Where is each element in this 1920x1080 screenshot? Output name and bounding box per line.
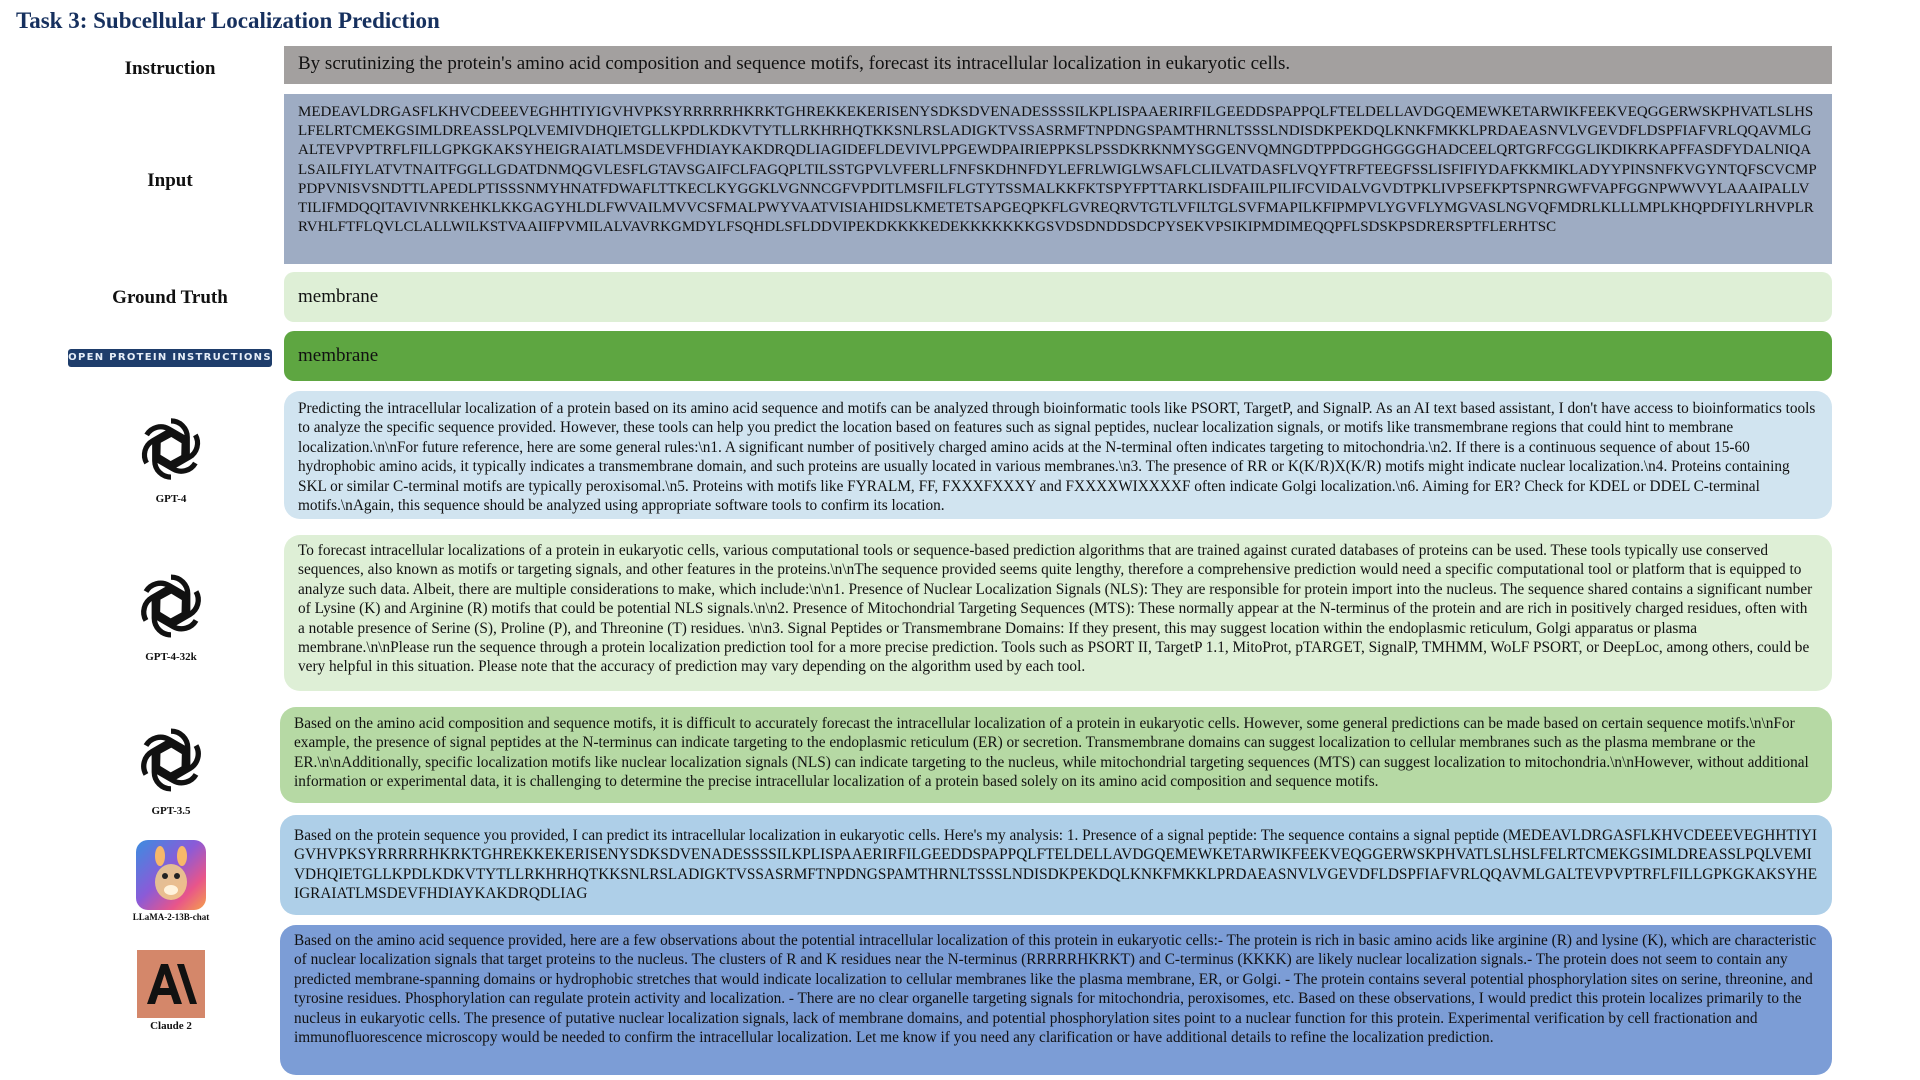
- gpt4-32k-logo: [126, 568, 216, 663]
- llama-logo: [126, 840, 216, 922]
- instruction-label: Instruction: [124, 58, 216, 79]
- llama-caption: LLaMA-2-13B-chat: [132, 912, 210, 922]
- openai-logo-icon: [133, 722, 209, 798]
- claude-caption: Claude 2: [150, 1020, 192, 1032]
- gpt4-32k-answer-box: To forecast intracellular localizations of a protein in eukaryotic cells, various computational tools or sequence-based prediction algorithms that are trained against curated databases of proteins can be used. These tools typically use conserved sequences, also known as motifs or targeting signals, and other features in the proteins.\n\nThe sequence provided seems quite lengthy, therefore a comprehensive prediction would need a specific computational tool or platform that is equipped to analyze such data. Albeit, there are multiple considerations to make, which include:\n\n1. Presence of Nuclear Localization Signals (NLS): They are responsible for protein import into the nucleus. The sequence shared contains a significant number of Lysine (K) and Arginine (R) motifs that could be potential NLS signals.\n\n2. Presence of Mitochondrial Targeting Sequences (MTS): These normally appear at the N-terminus of the protein and are rich in positively charged residues, often with a notable presence of Serine (S), Proline (P), and Threonine (T) residues. \n\n3. Signal Peptides or Transmembrane Domains: If they present, this may suggest location within the endoplasmic reticulum, Golgi apparatus or plasma membrane.\n\nPlease run the sequence through a protein localization prediction tool for a more precise prediction. Tools such as PSORT II, TargetP 1.1, MitoProt, pTARGET, SignalP, TMHMM, WoLF PSORT, or DeepLoc, among others, could be very helpful in this situation. Please note that the accuracy of prediction may vary depending on the algorithm used by each tool.: [284, 535, 1832, 691]
- gpt4-32k-caption: GPT-4-32k: [145, 651, 197, 663]
- opi-logo: OPEN PROTEIN INSTRUCTIONS: [68, 349, 272, 367]
- input-label: Input: [147, 170, 193, 191]
- openai-logo-icon: [134, 412, 208, 486]
- gpt4-caption: GPT-4: [155, 493, 187, 505]
- claude-logo: [126, 950, 216, 1032]
- gpt35-answer-box: Based on the amino acid composition and sequence motifs, it is difficult to accurately forecast the intracellular localization of a protein in eukaryotic cells. However, some general predictions can be made based on certain sequence motifs.\n\nFor example, the presence of signal peptides at the N-terminus can indicate targeting to the endoplasmic reticulum (ER) or secretion. Transmembrane domains can suggest localization to cellular membranes such as the plasma membrane or the ER.\n\nAdditionally, specific localization motifs like nuclear localization signals (NLS) can indicate targeting to the nucleus, while mitochondrial targeting sequences (MTS) can suggest localization to mitochondria.\n\nHowever, without additional information or experimental data, it is challenging to determine the precise intracellular localization of a protein based solely on its amino acid composition and sequence motifs.: [280, 707, 1832, 803]
- gpt4-answer-box: Predicting the intracellular localization of a protein based on its amino acid sequence and motifs can be analyzed through bioinformatic tools like PSORT, TargetP, and SignalP. As an AI text based assistant, I don't have access to bioinformatics tools to analyze the specific sequence provided. However, these tools can help you predict the location based on features such as signal peptides, nuclear localization signals, or motifs like transmembrane regions that could hint to membrane localization.\n\nFor future reference, here are some general rules:\n1. A significant number of positively charged amino acids at the N-terminal often indicates targeting to mitochondria.\n2. If there is a continuous sequence of about 15-60 hydrophobic amino acids, it typically indicates a transmembrane domain, and such proteins are usually located in various membranes.\n3. The presence of RR or K(K/R)X(K/R) motifs might indicate nuclear localization.\n4. Proteins containing SKL or similar C-terminal motifs are typically peroxisomal.\n5. Proteins with motifs like FYRALM, FF, FXXXFXXXY and FXXXXWIXXXXF often indicate Golgi localization.\n6. Aiming for ER? Check for KDEL or DDEL C-terminal motifs.\nAgain, this sequence should be analyzed using appropriate software tools to confirm its location.: [284, 391, 1832, 519]
- gpt4-logo: [126, 412, 216, 505]
- gpt35-caption: GPT-3.5: [151, 805, 191, 817]
- llama-answer-box: Based on the protein sequence you provided, I can predict its intracellular localization in eukaryotic cells. Here's my analysis: 1. Presence of a signal peptide: The sequence contains a signal peptide (MEDEAVLDRGASFLKHVCDEEEVEGHHTIYIGVHVPKSYRRRRRHKRKTGHREKKEKERISENYSDKSDVENADESSSSILKPLISPAAERIRFILGEEDDSPAPPQLFTELDELLAVDGQEMEWKETARWIKFEEKVEQGGERWSKPHVATLSLHSLFELRTCMEKGSIMLDREASSLPQLVEMIVDHQIETGLLKPDLKDKVTYTLLRKHRHQTKKSNLRSLADIGKTVSSASRMFTNPDNGSPAMTHRNLTSSSLNDISDKPEKDQLKNKFMKKLPRDAEASNVLVGEVDFLDSPFIAFVRLQQAVMLGALTEVPVPTRFLFILLGPKGKAKSYHEIGRAIATLMSDEVFHDIAYKAKDRQDLIAG: [280, 815, 1832, 915]
- llama-logo-icon: [136, 840, 206, 910]
- input-sequence-box: MEDEAVLDRGASFLKHVCDEEEVEGHHTIYIGVHVPKSYRRRRRHKRKTGHREKKEKERISENYSDKSDVENADESSSSILKPLISPAAERIRFILGEEDDSPAPPQLFTELDELLAVDGQEMEWKETARWIKFEEKVEQGGERWSKPHVATLSLHSLFELRTCMEKGSIMLDREASSLPQLVEMIVDHQIETGLLKPDLKDKVTYTLLRKHRHQTKKSNLRSLADIGKTVSSASRMFTNPDNGSPAMTHRNLTSSSLNDISDKPEKDQLKNKFMKKLPRDAEASNVLVGEVDFLDSPFIAFVRLQQAVMLGALTEVPVPTRFLFILLGPKGKAKSYHEIGRAIATLMSDEVFHDIAYKAKDRQDLIAGIDEFLDEVIVLPPGEWDPAIRIEPPKSLPSSDKRKNMYSGGENVQMNGDTPPDGGHGGGGHADCEELQRTGRFCGGLIKDIKRKAPFFASDFYDALNIQALSAILFIYLATVTNAITFGGLLGDATDNMQGVLESFLGTAVSGAIFCLFAGQPLTILSSTGPVLVFERLLFNFSKDHNFDYLEFRLWIGLWSAFLCLILVATDASFLVQYFTRFTEEGFSSLISFIFIYDAFKKMIKLADYYPINSNFKVGYNTQFSCVCMPPDPVNISVSNDTTLAPEDLPTISSSNMYHNATFDWAFLTTKECLKYGGKLVGNNCGFVPDITLMSFILFLGTYTSSMALKKFKTSPYFPTTARKLISDFAIILPILIFCVIDALVGVDTPKLIVPSEFKPTSPNRGWFVAPFGGNPWWVYLAAAIPALLVTILIFMDQQITAVIVNRKEHKLKKGAGYHLDLFWVAILMVVCSFMALPWYVAATVISIAHIDSLKMETETSAPGEQPKFLGVREQRVTGTLVFILTGLSVFMAPILKFIPMPVLYGVFLYMGVASLNGVQFMDRLKLLLMPLKHQPDFIYLRHVPLRRVHLFTFLQVLCLALLWILKSTVAAIIFPVMILALVAVRKGMDYLFSQHDLSFLDDVIPEKDKKKKEDEKKKKKKKGSVDSDNDDSDCPYSEKVPSIKIPMDIMEQQPFLSDSKPSDRERSPTFLERHTSC: [284, 94, 1832, 264]
- ground-truth-label: Ground Truth: [112, 287, 228, 308]
- ground-truth-box: membrane: [284, 272, 1832, 322]
- opi-answer-box: membrane: [284, 331, 1832, 381]
- instruction-box: By scrutinizing the protein's amino acid composition and sequence motifs, forecast its intracellular localization in eukaryotic cells.: [284, 46, 1832, 84]
- openai-logo-icon: [133, 568, 209, 644]
- gpt35-logo: [126, 722, 216, 817]
- page-title: Task 3: Subcellular Localization Prediction: [16, 8, 440, 33]
- anthropic-logo-icon: [137, 950, 205, 1018]
- claude-answer-box: Based on the amino acid sequence provided, here are a few observations about the potential intracellular localization of this protein in eukaryotic cells:- The protein is rich in basic amino acids like arginine (R) and lysine (K), which are characteristic of nuclear localization signals that target proteins to the nucleus. The clusters of R and K residues near the N-terminus (RRRRRHKRKT) and C-terminus (KKKK) are likely nuclear localization signals.- The protein does not seem to contain any predicted membrane-spanning domains or hydrophobic stretches that would indicate localization to cellular membranes like the plasma membrane, ER, or Golgi. - The protein contains several potential phosphorylation sites on serine, threonine, and tyrosine residues. Phosphorylation can regulate protein activity and localization. - There are no clear organelle targeting signals for mitochondria, peroxisomes, etc. Based on these observations, I would predict this protein localizes primarily to the nucleus in eukaryotic cells. The presence of putative nuclear localization signals, lack of membrane domains, and potential phosphorylation sites point to a nuclear function for this protein. Experimental verification by cell fractionation and immunofluorescence microscopy would be needed to confirm the intracellular localization. Let me know if you need any clarification or have additional details to refine the localization prediction.: [280, 925, 1832, 1075]
